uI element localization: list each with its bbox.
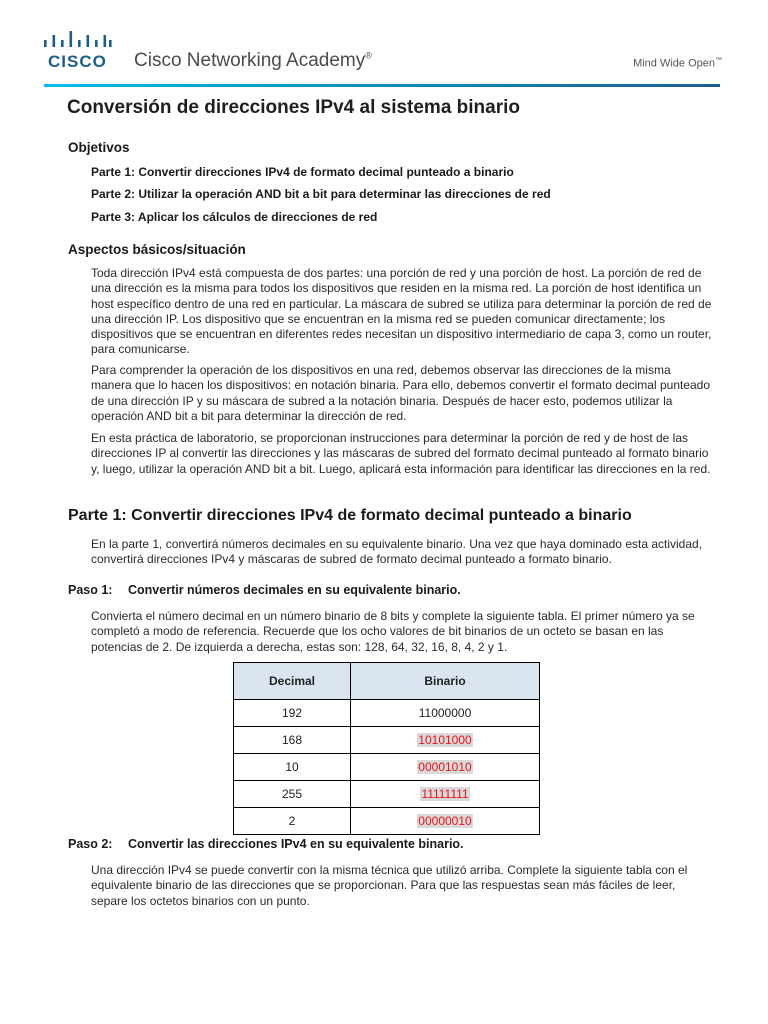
answer-value: 00000010 (418, 814, 472, 828)
step2-text: Una dirección IPv4 se puede convertir con la misma técnica que utilizó arriba. Complete la siguiente tabla con el equivalente binario de las direcciones que se proporcionan. Para que las respuestas sean más fáciles de leer, separe los octetos binarios con un punto. (91, 863, 688, 908)
table-row (234, 727, 540, 754)
step1-heading: Paso 1: Convertir números decimales en su equivalente binario. (68, 583, 461, 597)
header-divider (44, 84, 720, 87)
binary-table (233, 662, 540, 835)
binary-cell (351, 781, 540, 808)
decimal-cell: 10 (234, 754, 351, 781)
decimal-cell: 168 (234, 727, 351, 754)
background-heading: Aspectos básicos/situación (68, 242, 246, 257)
page-title: Conversión de direcciones IPv4 al sistema binario (67, 97, 521, 118)
step2-heading: Paso 2: Convertir las direcciones IPv4 en su equivalente binario. (68, 837, 464, 851)
table-row (234, 781, 540, 808)
objectives-heading: Objetivos (68, 140, 130, 155)
background-paragraph: Para comprender la operación de los dispositivos en una red, debemos observar las direcciones de la misma manera que lo hacen los dispositivos: en notación binaria. Para ello, debemos convertir el formato decimal punteado de una dirección IP y su máscara de subred a la notación binaria. Después de hacer esto, podemos utilizar la operación AND bit a bit para determinar la dirección de red. (91, 363, 711, 423)
part1-heading: Parte 1: Convertir direcciones IPv4 de formato decimal punteado a binario (68, 507, 632, 524)
objective-item: Parte 3: Aplicar los cálculos de direcciones de red (91, 210, 378, 224)
table-row (234, 754, 540, 781)
part1-intro: En la parte 1, convertirá números decimales en su equivalente binario. Una vez que haya dominado esta actividad, convertirá direcciones IPv4 y máscaras de subred de formato decimal punteado a formato binario. (91, 537, 703, 567)
binary-cell (351, 727, 540, 754)
academy-title: Cisco Networking Academy® (134, 50, 372, 71)
objective-item: Parte 1: Convertir direcciones IPv4 de formato decimal punteado a binario (91, 165, 514, 179)
decimal-cell: 2 (234, 808, 351, 835)
answer-value: 10101000 (418, 733, 472, 747)
objective-item: Parte 2: Utilizar la operación AND bit a bit para determinar las direcciones de red (91, 187, 551, 201)
table-row (234, 808, 540, 835)
cisco-wordmark: CISCO (48, 52, 107, 71)
table-row (234, 700, 540, 727)
background-paragraph: En esta práctica de laboratorio, se proporcionan instrucciones para determinar la porción de red y de host de las direcciones IP al convertir las direcciones y las máscaras de subred del formato decimal punteado al formato binario y, luego, utilizar la operación AND bit a bit. Luego, aplicará esta información para identificar las direcciones en la red. (91, 431, 711, 476)
tagline: Mind Wide Open™ (633, 57, 722, 70)
page-header (0, 0, 768, 92)
column-header: Decimal (234, 663, 351, 700)
cisco-logo-icon (44, 31, 112, 51)
binary-cell (351, 754, 540, 781)
decimal-cell: 192 (234, 700, 351, 727)
column-header: Binario (351, 663, 540, 700)
step1-text: Convierta el número decimal en un número binario de 8 bits y complete la siguiente tabla. El primer número ya se completó a modo de referencia. Recuerde que los ocho valores de bit binarios de un octeto se basan en las potencias de 2. De izquierda a derecha, estas son: 128, 64, 32, 16, 8, 4, 2 y 1. (91, 609, 695, 654)
decimal-cell: 255 (234, 781, 351, 808)
binary-cell (351, 808, 540, 835)
answer-value: 11111111 (421, 787, 469, 801)
table-header-row (234, 663, 540, 700)
background-paragraph: Toda dirección IPv4 está compuesta de dos partes: una porción de red y una porción de host. La porción de red de una dirección es la misma para todos los dispositivos que residen en la misma red. La porción de host identifica un host específico dentro de una red en particular. La máscara de subred se utiliza para determinar la porción de red de una dirección IP. Los dispositivo que se encuentran en la misma red se pueden comunicar directamente; los dispositivos que se encuentran en diferentes redes necesitan un dispositivo intermediario de capa 3, como un router, para comunicarse. (91, 266, 712, 357)
binary-cell: 11000000 (351, 700, 540, 727)
answer-value: 00001010 (418, 760, 472, 774)
